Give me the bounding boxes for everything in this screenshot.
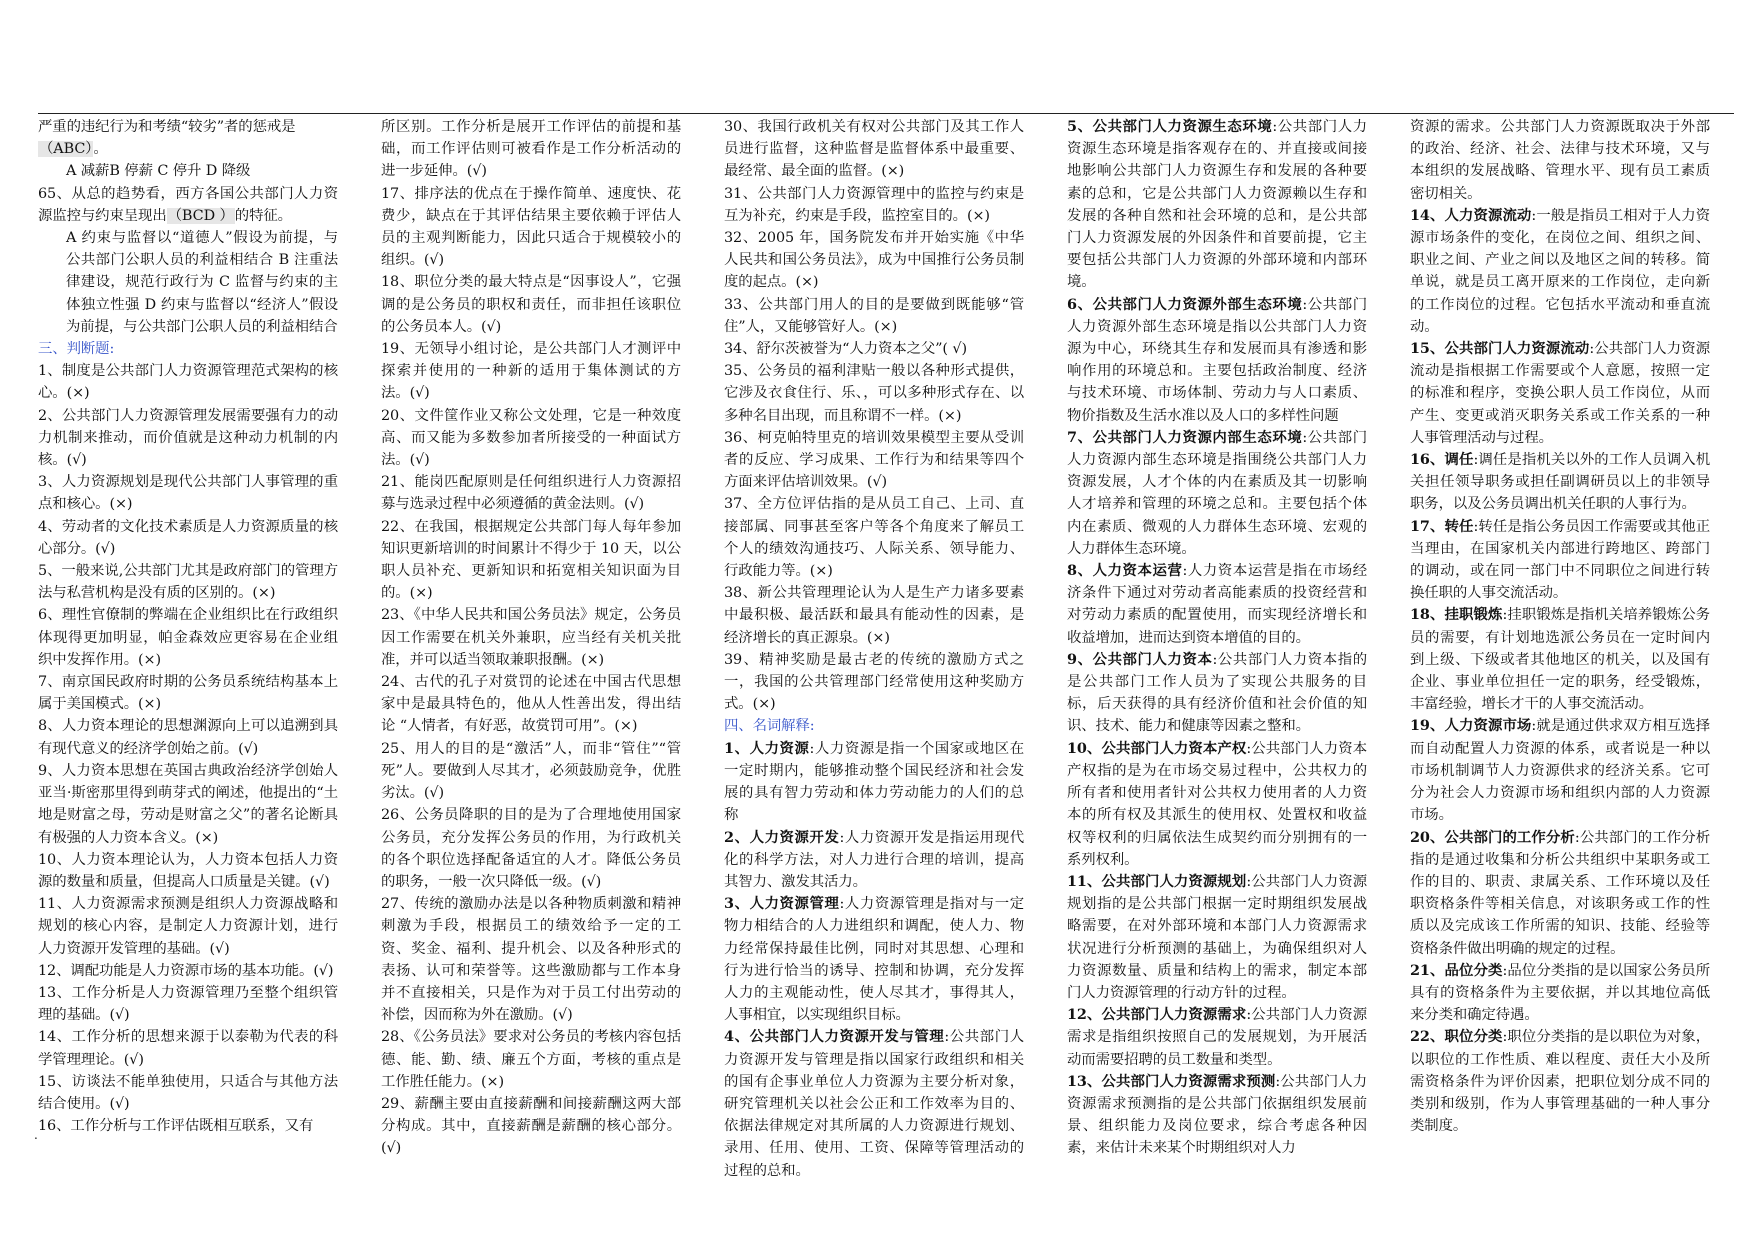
judgment-item: 36、柯克帕特里克的培训效果模型主要从受训者的反应、学习成果、工作行为和结果等四个方面来评估培训效果。(√) bbox=[724, 429, 1024, 491]
term-definition: :公共部门人力资源需求是指组织按照自己的发展规划，为开展活动而需要招聘的员工数量和类型。 bbox=[1067, 1007, 1367, 1068]
term-title: 18、挂职锻炼 bbox=[1410, 606, 1503, 624]
term-entry bbox=[1410, 960, 1710, 1027]
term-definition: :公共部门人力资源外部生态环境是指以公共部门人力资源为中心，环绕其生存和发展而具有渗透和影响作用的环境总和。主要包括政治制度、经济与技术环境、市场体制、劳动力与人口素质、物价指数及生活水准以及人口的多样性问题 bbox=[1067, 296, 1367, 424]
term-entry bbox=[1067, 1071, 1367, 1160]
judgment-item: 26、公务员降职的目的是为了合理地使用国家公务员，充分发挥公务员的作用，为行政机关的各个职位选择配备适宜的人才。降低公务员的职务，一般一次只降低一级。(√) bbox=[381, 807, 681, 890]
column-3 bbox=[724, 116, 1024, 1179]
judgment-item: 6、理性官僚制的弊端在企业组织比在行政组织体现得更加明显，帕金森效应更容易在企业组织中发挥作用。(×) bbox=[38, 607, 338, 668]
judgment-item: 10、人力资本理论认为，人力资本包括人力资源的数量和质量，但提高人口质量是关键。(√) bbox=[38, 851, 338, 890]
judgment-item: 12、调配功能是人力资源市场的基本功能。(√) bbox=[38, 962, 334, 979]
term-entry bbox=[724, 1026, 1024, 1181]
term-continuation: 资源的需求。公共部门人力资源既取决于外部的政治、经济、社会、法律与技术环境，又与本组织的发展战略、管理水平、现有员工素质密切相关。 bbox=[1410, 119, 1710, 202]
judgment-item: 25、用人的目的是“激活”人，而非“管住”“管死”人。要做到人尽其才，必须鼓励竞争，优胜劣汰。(√) bbox=[381, 740, 681, 802]
judgment-item: 35、公务员的福利津贴一般以各种形式提供，它涉及衣食住行、乐、，可以多种形式存在、以多种名目出现，而且称谓不一样。(×) bbox=[724, 363, 1024, 424]
term-definition: :人力资源是指一个国家或地区在一定时期内，能够推动整个国民经济和社会发展的具有智力劳动和体力劳动能力的人们的总称 bbox=[724, 740, 1024, 824]
section-heading-judgment: 三、判断题: bbox=[38, 341, 115, 358]
term-title: 10、公共部门人力资本产权 bbox=[1067, 739, 1247, 757]
judgment-item: 27、传统的激励办法是以各种物质刺激和精神刺激为手段，根据员工的绩效给予一定的工资、奖金、福利、提升机会、以及各种形式的表扬、认可和荣誉等。这些激励都与工作本身并不直接相关，只是作为对于员工付出劳动的补偿，因而称为外在激励。(√) bbox=[381, 896, 681, 1024]
footer-dot: . bbox=[34, 1128, 38, 1142]
term-title: 14、人力资源流动 bbox=[1410, 206, 1532, 224]
term-entry bbox=[1410, 715, 1710, 826]
term-definition: :职位分类指的是以职位为对象，以职位的工作性质、难以程度、责任大小及所需资格条件为评价因素，把职位划分成不同的类别和级别，作为人事管理基础的一种人事分类制度。 bbox=[1410, 1029, 1710, 1135]
judgment-item: 5、一般来说,公共部门尤其是政府部门的管理方法与私营机构是没有质的区别的。(×) bbox=[38, 563, 338, 602]
term-entry bbox=[1410, 1026, 1710, 1137]
term-definition: :人力资源开发是指运用现代化的科学方法，对人力进行合理的培训，提高其智力、激发其活力。 bbox=[724, 829, 1024, 890]
term-entry bbox=[1410, 516, 1710, 605]
term-title: 6、公共部门人力资源外部生态环境 bbox=[1067, 295, 1303, 313]
term-entry bbox=[1067, 649, 1367, 738]
term-title: 17、转任 bbox=[1410, 517, 1474, 535]
term-entry bbox=[1410, 604, 1710, 715]
term-entry bbox=[1067, 738, 1367, 871]
judgment-item: 23、《中华人民共和国公务员法》规定，公务员因工作需要在机关外兼职，应当经有关机关批准，并可以适当领取兼职报酬。(×) bbox=[381, 607, 681, 668]
question-65-text: 65、从总的趋势看，西方各国公共部门人力资源监控与约束呈现出（BCD ）的特征。 bbox=[38, 185, 338, 224]
term-definition: :人力资本运营是指在市场经济条件下通过对劳动者高能素质的投资经营和对劳动力素质的配置使用，而实现经济增长和收益增加，进而达到资本增值的目的。 bbox=[1067, 563, 1367, 646]
term-title: 4、公共部门人力资源开发与管理 bbox=[724, 1028, 945, 1046]
judgment-item: 18、职位分类的最大特点是“因事设人”，它强调的是公务员的职权和责任，而非担任该职位的公务员本人。(√) bbox=[381, 274, 681, 335]
answer-highlight: （ABC） bbox=[39, 141, 93, 158]
judgment-item: 15、访谈法不能单独使用，只适合与其他方法结合使用。(√) bbox=[38, 1073, 338, 1112]
term-definition: :公共部门人力资源规划指的是公共部门根据一定时期组织发展战略需要，在对外部环境和本部门人力资源需求状况进行分析预测的基础上，为确保组织对人力资源数量、质量和结构上的需求，制定本部门人力资源管理的行动方针的过程。 bbox=[1067, 873, 1367, 1001]
judgment-item: 16、工作分析与工作评估既相互联系，又有 bbox=[38, 1118, 314, 1135]
term-entry bbox=[724, 738, 1024, 827]
term-entry bbox=[1067, 427, 1367, 560]
judgment-item: 20、文件筐作业又称公文处理，它是一种效度高、而又能为多数参加者所接受的一种面试方法。(√) bbox=[381, 407, 681, 469]
judgment-item: 13、工作分析是人力资源管理乃至整个组织管理的基础。(√) bbox=[38, 984, 338, 1024]
term-title: 16、调任 bbox=[1410, 451, 1474, 469]
term-definition: :调任是指机关以外的工作人员调入机关担任领导职务或担任副调研员以上的非领导职务，以及公务员调出机关任职的人事行为。 bbox=[1410, 452, 1710, 513]
judgment-item: 21、能岗匹配原则是任何组织进行人力资源招募与选录过程中必须遵循的黄金法则。(√) bbox=[381, 474, 681, 513]
term-definition: :挂职锻炼是指机关培养锻炼公务员的需要，有计划地选派公务员在一定时间内到上级、下级或者其他地区的机关，以及国有企业、事业单位担任一定的职务，经受锻炼，丰富经验，增长才干的人事交流活动。 bbox=[1410, 607, 1710, 713]
term-definition: :就是通过供求双方相互选择而自动配置人力资源的体系，或者说是一种以市场机制调节人力资源供求的经济关系。它可分为社会人力资源市场和组织内部的人力资源市场。 bbox=[1410, 718, 1710, 824]
term-title: 8、人力资本运营 bbox=[1067, 562, 1183, 580]
term-definition: :公共部门的工作分析指的是通过收集和分析公共组织中某职务或工作的目的、职责、隶属关系、工作环境以及任职资格条件等相关信息，对该职务或工作的性质以及完成该工作所需的知识、技能、经验等资格条件做出明确的规定的过程。 bbox=[1410, 829, 1710, 957]
term-entry bbox=[1067, 294, 1367, 427]
judgment-item: 9、人力资本思想在英国古典政治经济学创始人亚当·斯密那里得到萌芽式的阐述，他提出的“土地是财富之母，劳动是财富之父”的著名论断具有极强的人力资本含义。(×) bbox=[38, 762, 338, 846]
term-entry bbox=[1067, 560, 1367, 649]
term-entry bbox=[1067, 116, 1367, 294]
term-entry bbox=[1067, 871, 1367, 1004]
column-5 bbox=[1410, 116, 1710, 1135]
judgment-item: 22、在我国，根据规定公共部门每人每年参加知识更新培训的时间累计不得少于 10 天，以公职人员补充、更新知识和拓宽相关知识面为目的。(×) bbox=[381, 518, 681, 602]
term-title: 5、公共部门人力资源生态环境 bbox=[1067, 118, 1273, 135]
term-title: 13、公共部门人力资源需求预测 bbox=[1067, 1072, 1276, 1090]
term-title: 11、公共部门人力资源规划 bbox=[1067, 872, 1247, 890]
judgment-item: 28、《公务员法》要求对公务员的考核内容包括德、能、勤、绩、廉五个方面，考核的重点是工作胜任能力。(×) bbox=[381, 1029, 681, 1090]
term-title: 22、职位分类 bbox=[1410, 1028, 1503, 1046]
header-rule bbox=[38, 113, 1734, 114]
term-title: 19、人力资源市场 bbox=[1410, 717, 1532, 735]
judgment-item: 1、制度是公共部门人力资源管理范式架构的核心。(×) bbox=[38, 363, 338, 402]
term-definition: :公共部门人力资源需求预测指的是公共部门依据组织发展前景、组织能力及岗位要求，综合考虑各种因素，来估计未来某个时期组织对人力 bbox=[1067, 1073, 1368, 1157]
question-65-options: A 约束与监督以“道德人”假设为前提，与公共部门公职人员的利益相结合 B 注重法律建设，规范行政行为 C 监督与约束的主体独立性强 D 约束与监督以“经济人”假设为前提，与公共部门公职人员的利益相结合 bbox=[66, 230, 338, 335]
question-64-text: 严重的违纪行为和考绩“较劣”者的惩戒是 （ABC）。 bbox=[38, 119, 296, 158]
term-title: 7、公共部门人力资源内部生态环境 bbox=[1067, 428, 1303, 446]
term-definition: :一般是指员工相对于人力资源市场条件的变化，在岗位之间、组织之间、职业之间、产业之间以及地区之间的转移。简单说，就是员工离开原来的工作岗位，走向新的工作岗位的过程。它包括水平流动和垂直流动。 bbox=[1410, 207, 1710, 335]
term-definition: :品位分类指的是以国家公务员所具有的资格条件为主要依据，并以其地位高低来分类和确定待遇。 bbox=[1410, 962, 1710, 1024]
term-definition: :公共部门人力资本指的是公共部门工作人员为了实现公共服务的目标，后天获得的具有经济价值和社会价值的知识、技术、能力和健康等因素之整和。 bbox=[1067, 651, 1367, 735]
judgment-item: 11、人力资源需求预测是组织人力资源战略和规划的核心内容，是制定人力资源计划，进行人力资源开发管理的基础。(√) bbox=[38, 896, 338, 957]
term-definition: :公共部门人力资源开发与管理是指以国家行政组织和相关的国有企事业单位人力资源为主要分析对象，研究管理机关以社会公正和工作效率为目的、依据法律规定对其所属的人力资源进行规划、录用、任用、使用、工资、保障等管理活动的过程的总和。 bbox=[724, 1029, 1024, 1179]
judgment-item: 37、全方位评估指的是从员工自己、上司、直接部属、同事甚至客户等各个角度来了解员工个人的绩效沟通技巧、人际关系、领导能力、行政能力等。(×) bbox=[724, 496, 1024, 580]
judgment-item: 39、精神奖励是最古老的传统的激励方式之一，我国的公共管理部门经常使用这种奖励方式。(×) bbox=[724, 651, 1024, 713]
judgment-item: 17、排序法的优点在于操作简单、速度快、花费少，缺点在于其评估结果主要依赖于评估人员的主观判断能力，因此只适合于规模较小的组织。(√) bbox=[381, 185, 681, 269]
judgment-item: 4、劳动者的文化技术素质是人力资源质量的核心部分。(√) bbox=[38, 518, 338, 557]
term-definition: :人力资源管理是指对与一定物力相结合的人力进组织和调配，使人力、物力经常保持最佳比例，同时对其思想、心理和行为进行恰当的诱导、控制和协调，充分发挥人力的主观能动性，使人尽其才，事得其人，人事相宜，以实现组织目标。 bbox=[724, 896, 1024, 1024]
term-entry bbox=[1410, 449, 1710, 516]
term-definition: :公共部门人力资源生态环境是指客观存在的、并直接或间接地影响公共部门人力资源生存和发展的各种要素的总和，它是公共部门人力资源赖以生存和发展的各种自然和社会环境的总和，是公共部门人力资源发展的外因条件和首要前提，它主要包括公共部门人力资源的外部环境和内部环境。 bbox=[1067, 119, 1367, 291]
term-title: 2、人力资源开发 bbox=[724, 828, 840, 846]
judgment-item: 29、薪酬主要由直接薪酬和间接薪酬这两大部分构成。其中，直接薪酬是薪酬的核心部分。(√) bbox=[381, 1095, 681, 1157]
document-page bbox=[38, 116, 1734, 1179]
judgment-item: 3、人力资源规划是现代公共部门人事管理的重点和核心。(×) bbox=[38, 474, 338, 513]
term-title: 3、人力资源管理 bbox=[724, 895, 840, 913]
section-heading-terms: 四、名词解释: bbox=[724, 718, 815, 735]
term-title: 21、品位分类 bbox=[1410, 961, 1503, 979]
column-2 bbox=[381, 116, 681, 1157]
term-definition: :公共部门人力资源流动是指根据工作需要或个人意愿，按照一定的标准和程序，变换公职人员工作岗位，从而产生、变更或消灭职务关系或工作关系的一种人事管理活动与过程。 bbox=[1410, 341, 1710, 446]
term-title: 15、公共部门人力资源流动 bbox=[1410, 340, 1590, 358]
column-4 bbox=[1067, 116, 1368, 1157]
judgment-item: 8、人力资本理论的思想渊源向上可以追溯到具有现代意义的经济学创始之前。(√) bbox=[38, 718, 338, 757]
term-title: 12、公共部门人力资源需求 bbox=[1067, 1006, 1247, 1024]
term-title: 1、人力资源 bbox=[724, 739, 810, 757]
term-definition: :转任是指公务员因工作需要或其他正当理由，在国家机关内部进行跨地区、跨部门的调动，或在同一部门中不同职位之间进行转换任职的人事交流活动。 bbox=[1410, 518, 1710, 602]
term-entry bbox=[1067, 1004, 1367, 1071]
term-entry bbox=[724, 893, 1024, 1026]
judgment-item: 31、公共部门人力资源管理中的监控与约束是互为补充，约束是手段，监控室目的。(×) bbox=[724, 185, 1024, 224]
judgment-item: 19、无领导小组讨论，是公共部门人才测评中探索并使用的一种新的适用于集体测试的方法。(√) bbox=[381, 341, 681, 402]
answer-highlight: （BCD ） bbox=[167, 207, 234, 224]
term-entry bbox=[1410, 205, 1710, 338]
question-64-options: A 减薪B 停薪 C 停升 D 降级 bbox=[66, 163, 251, 180]
judgment-item: 34、舒尔茨被誉为“人力资本之父”( √) bbox=[724, 341, 967, 358]
judgment-item: 30、我国行政机关有权对公共部门及其工作人员进行监督，这种监督是监督体系中最重要、最经常、最全面的监督。(×) bbox=[724, 119, 1024, 180]
column-1 bbox=[38, 116, 338, 1135]
term-entry bbox=[724, 827, 1024, 894]
term-definition: :公共部门人力资源内部生态环境是指围绕公共部门人力资源发展，人才个体的内在素质及其一切影响人才培养和管理的环境之总和。主要包括个体内在素质、微观的人力群体生态环境、宏观的人力群体生态环境。 bbox=[1067, 429, 1367, 557]
judgment-item: 2、公共部门人力资源管理发展需要强有力的动力机制来推动，而价值就是这种动力机制的内核。(√) bbox=[38, 407, 338, 469]
judgment-item: 24、古代的孔子对赏罚的论述在中国古代思想家中是最具特色的，他从人性善出发，得出结论 “人情者，有好恶，故赏罚可用”。(×) bbox=[381, 674, 681, 735]
term-definition: :公共部门人力资本产权指的是为在市场交易过程中，公共权力的所有者和使用者针对公共权力使用者的人力资本的所有权及其派生的使用权、处置权和收益权等权利的归属依法生成契约而分别拥有的一系列权利。 bbox=[1067, 740, 1367, 868]
judgment-item: 38、新公共管理理论认为人是生产力诸多要素中最积极、最活跃和最具有能动性的因素，是经济增长的真正源泉。(×) bbox=[724, 585, 1024, 646]
judgment-item: 14、工作分析的思想来源于以泰勒为代表的科学管理理论。(√) bbox=[38, 1029, 338, 1068]
term-title: 20、公共部门的工作分析 bbox=[1410, 828, 1575, 846]
judgment-item: 33、公共部门用人的目的是要做到既能够“管住”人，又能够管好人。(×) bbox=[724, 296, 1024, 335]
judgment-item: 所区别。工作分析是展开工作评估的前提和基础，而工作评估则可被看作是工作分析活动的进一步延伸。(√) bbox=[381, 119, 681, 180]
term-entry bbox=[1410, 827, 1710, 960]
term-title: 9、公共部门人力资本 bbox=[1067, 650, 1213, 668]
judgment-item: 7、南京国民政府时期的公务员系统结构基本上属于美国模式。(×) bbox=[38, 674, 338, 713]
term-entry bbox=[1410, 338, 1710, 449]
judgment-item: 32、2005 年，国务院发布并开始实施《中华人民共和国公务员法》，成为中国推行公务员制度的起点。(×) bbox=[724, 230, 1024, 291]
